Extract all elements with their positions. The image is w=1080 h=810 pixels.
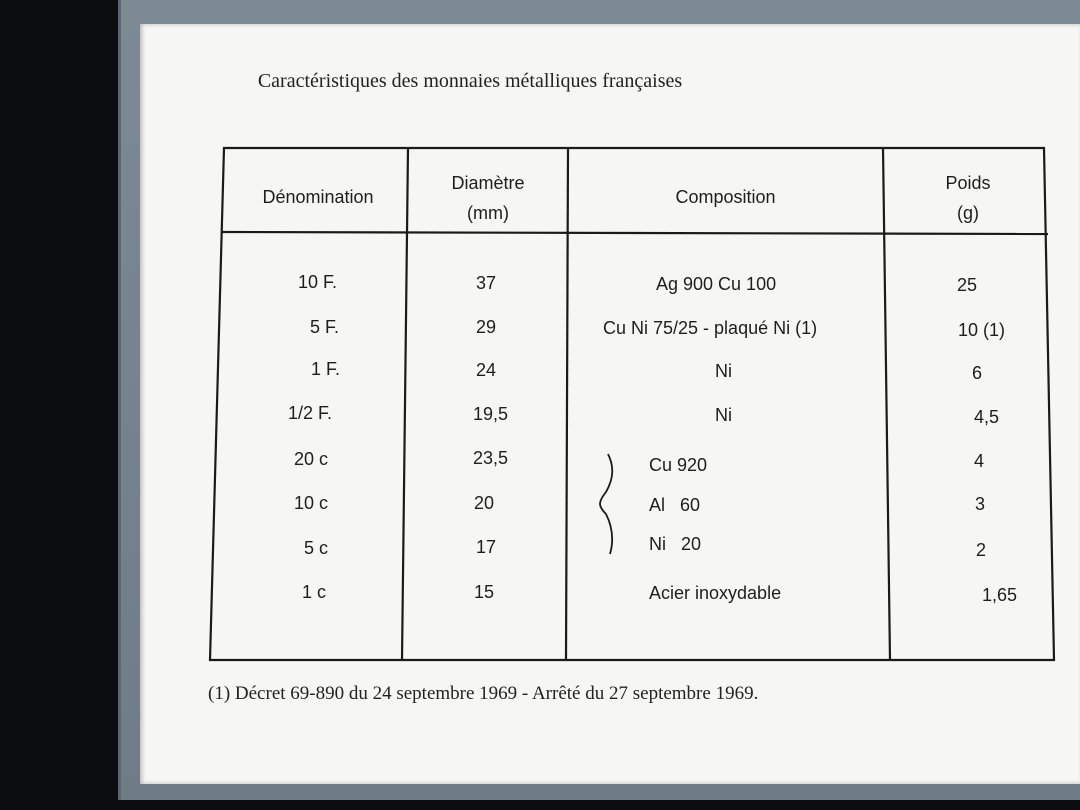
table-row-composition: Cu 920 — [649, 455, 708, 475]
table-row-poids: 4 — [974, 451, 985, 471]
table-row-poids: 3 — [975, 494, 986, 514]
table-row-denomination: 10 c — [294, 493, 329, 513]
table-row-diametre: 17 — [476, 537, 497, 557]
table-row-diametre: 29 — [476, 317, 497, 337]
table-row-poids: 2 — [976, 540, 987, 560]
table-row-diametre: 15 — [474, 582, 495, 602]
header-poids-unit: (g) — [957, 203, 979, 223]
page-title: Caractéristiques des monnaies métalliques françaises — [257, 70, 683, 92]
table-row-composition: Ag 900 Cu 100 — [656, 274, 777, 294]
table-row-composition: Ni — [715, 361, 732, 381]
coin-table — [208, 146, 1056, 662]
header-diametre-unit: (mm) — [467, 203, 509, 223]
table-row-poids: 1,65 — [982, 585, 1018, 605]
table-row-composition: Al 60 — [649, 495, 701, 515]
header-poids: Poids — [945, 173, 991, 193]
table-row-denomination: 1/2 F. — [288, 403, 333, 423]
table-row-poids: 6 — [972, 363, 983, 383]
table-row-poids: 25 — [957, 275, 978, 295]
table-row-denomination: 5 F. — [310, 317, 340, 337]
table-row-diametre: 23,5 — [473, 448, 509, 468]
table-row-composition: Acier inoxydable — [649, 583, 782, 603]
table-row-diametre: 24 — [476, 360, 497, 380]
footnote: (1) Décret 69-890 du 24 septembre 1969 - Arrêté du 27 septembre 1969. — [208, 683, 759, 704]
table-row-composition: Ni — [715, 405, 732, 425]
table-row-diametre: 37 — [476, 273, 497, 293]
table-row-denomination: 1 c — [302, 582, 327, 602]
header-diametre: Diamètre — [451, 173, 525, 193]
table-row-diametre: 20 — [474, 493, 495, 513]
header-composition: Composition — [675, 187, 776, 207]
table-row-denomination: 5 c — [304, 538, 329, 558]
table-row-composition: Ni 20 — [649, 534, 702, 554]
brace-icon — [596, 452, 616, 556]
table-row-denomination: 1 F. — [311, 359, 341, 379]
table-row-poids: 4,5 — [974, 407, 1000, 427]
table-row-composition: Cu Ni 75/25 - plaqué Ni (1) — [603, 318, 818, 338]
table-row-denomination: 10 F. — [298, 272, 338, 292]
header-denomination: Dénomination — [262, 187, 374, 207]
table-row-poids: 10 (1) — [958, 320, 1006, 340]
table-row-diametre: 19,5 — [473, 404, 509, 424]
table-row-denomination: 20 c — [294, 449, 329, 469]
